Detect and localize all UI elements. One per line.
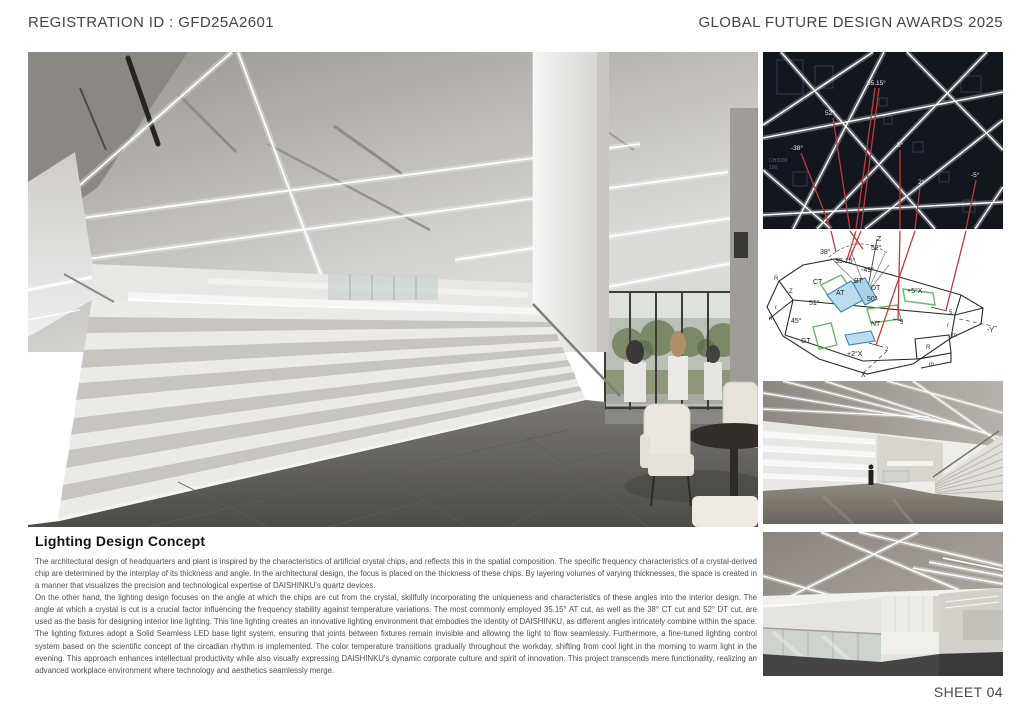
angle-3515: 35.15° bbox=[835, 258, 856, 265]
angle-45: 45° bbox=[791, 318, 802, 325]
plan-label-ct: -38° bbox=[791, 145, 803, 152]
angle-50: 50° bbox=[867, 296, 878, 303]
person-silhouette bbox=[869, 465, 874, 486]
cut-gt: GT bbox=[801, 338, 811, 345]
quartz-cut-diagram bbox=[763, 231, 1003, 378]
axis-x: X bbox=[861, 372, 866, 378]
cut-at: AT bbox=[836, 290, 845, 297]
concept-text-block bbox=[35, 533, 757, 677]
plan-label-dt: 52° bbox=[825, 110, 835, 117]
cut-p5x: +5°X bbox=[907, 288, 923, 295]
upper-floor-graphic bbox=[763, 532, 1003, 676]
main-lobby-photo bbox=[28, 52, 758, 527]
face-m-right: m bbox=[952, 333, 957, 339]
ceiling-light-plan bbox=[763, 52, 1003, 229]
face-r-left: R bbox=[774, 276, 779, 282]
angle-52: 52° bbox=[871, 245, 882, 252]
entrance-hall-graphic bbox=[763, 381, 1003, 524]
concept-paragraph-2: On the other hand, the lighting design focuses on the angle at which the chips are cut from the crystal, skillfully incorporating the uniqueness and characteristics of these angles into the interior design. The angle at which a crystal is cut is a crucial factor influencing the frequency stability against temperature variations. The most commonly employed 35.15° AT cut, as well as the 38° CT cut and 52° DT cut, are used as the basis for designing interior line lighting. This line lighting creates an innovative lighting environment that embodies the identity of DAISHINKU, as different angles intricately combine within the space. The lighting fixtures adopt a Solid Seamless LED base light system, ensuring that joints between fixtures remain invisible and allowing the light to flow seamlessly. Furthermore, a fine-tuned lighting control system based on the scientific concept of the circadian rhythm is implemented. The color temperature transitions gradually throughout the workday, shifting from cool light in the morning to warm light in the evening. This approach enhances intellectual productivity while also visually expressing DAISHINKU's dynamic corporate culture and spirit of innovation. This project transcends mere functionality, realizing an advanced workplace environment where technology and aesthetics seamlessly merge. bbox=[35, 593, 757, 675]
cut-bt: BT bbox=[854, 278, 863, 285]
cut-ct: CT bbox=[813, 279, 823, 286]
cut-nt: NT bbox=[871, 321, 881, 328]
angle-m49: -49° bbox=[861, 267, 874, 274]
plan-label-m5: -5° bbox=[971, 172, 980, 179]
quartz-cut-diagram-graphic bbox=[763, 231, 1003, 378]
concept-heading: Lighting Design Concept bbox=[35, 533, 206, 549]
main-lobby-photo-graphic bbox=[28, 52, 758, 527]
sheet-number: SHEET 04 bbox=[933, 684, 1003, 700]
upper-floor-photo bbox=[763, 532, 1003, 676]
tick-5a: 5 bbox=[900, 320, 904, 326]
face-r-right: r bbox=[947, 323, 949, 329]
registration-id: REGISTRATION ID : GFD25A2601 bbox=[28, 14, 274, 31]
axis-minus-y: -Y bbox=[987, 327, 994, 334]
tick-2: 2 bbox=[885, 347, 889, 353]
plan-label-2: 2° bbox=[918, 179, 925, 186]
face-m-right2: m bbox=[929, 362, 934, 368]
award-title: GLOBAL FUTURE DESIGN AWARDS 2025 bbox=[698, 14, 1003, 31]
face-ml: m bbox=[769, 316, 774, 322]
concept-paragraph-1: The architectural design of headquarters and plant is inspired by the characteristics of artificial crystal chips, and reflects this in the spatial composition. The specific frequency characteristics of a crystal-derived chip are determined by the interplay of its thickness and angle. In the architectural design, the focus is placed on the thickness of these chips. By layering volumes of varying thicknesses, the space is created in a manner that visualizes the precision and technological expertise of DAISHINKU's quartz devices. bbox=[35, 557, 757, 591]
tick-5b: 5 bbox=[949, 310, 953, 316]
plan-label-at: 35.15° bbox=[867, 80, 886, 87]
cut-p2x: +2°X bbox=[847, 351, 863, 358]
angle-51: 51° bbox=[809, 300, 820, 307]
axis-z: Z bbox=[877, 236, 882, 243]
face-z-left: Z bbox=[789, 289, 793, 295]
face-rl: r bbox=[775, 305, 777, 311]
plan-label-5: 5° bbox=[897, 142, 904, 149]
ceiling-plan-graphic bbox=[763, 52, 1003, 229]
cad-note-2: 100 bbox=[769, 165, 778, 171]
face-r-right2: R bbox=[926, 345, 931, 351]
angle-38: 38° bbox=[820, 249, 831, 256]
entrance-hall-photo bbox=[763, 381, 1003, 524]
cut-dt: DT bbox=[871, 285, 881, 292]
cad-note: CH3000 bbox=[769, 158, 788, 164]
